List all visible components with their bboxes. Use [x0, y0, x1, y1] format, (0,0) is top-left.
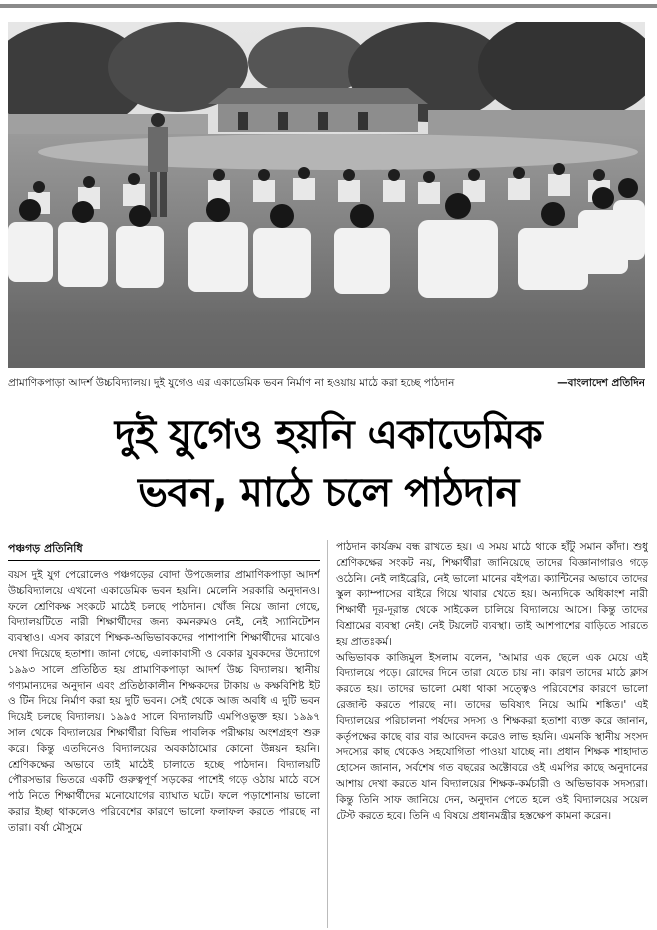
article-column-2	[336, 540, 648, 928]
caption-text: প্রামাণিকপাড়া আদর্শ উচ্চবিদ্যালয়। দুই যুগেও এর একাডেমিক ভবন নির্মাণ না হওয়ায় মাঠে করা হচ্ছে পাঠদান	[8, 377, 455, 389]
news-photo	[8, 22, 645, 368]
column-divider	[327, 540, 328, 928]
article-column-1	[8, 568, 320, 928]
headline	[10, 406, 647, 522]
photo-outdoor-class-icon	[8, 22, 645, 368]
article-paragraph: পাঠদান কার্যক্রম বন্ধ রাখতে হয়। এ সময় মাঠে থাকে হাঁটু সমান কাঁদা। শুধু শ্রেণিকক্ষের সংকট নয়, শিক্ষার্থীরা জানিয়েছে তাদের বিজ্ঞানাগারও গড়ে ওঠেনি। নেই লাইব্রেরি, নেই ভালো মানের বইপত্র। ক্যান্টিনের অভাবে তাদের স্কুল ক্যাম্পাসের বাইরে গিয়ে খাবার খেতে হয়। অন্যদিকে অধিকাংশ নারী শিক্ষার্থী দূর-দূরান্ত থেকে সাইকেল চালিয়ে বিদ্যালয়ে আসে। কিন্তু তাদের বিশ্রামের ব্যবস্থা নেই। নেই টয়লেট ব্যবস্থা। তাই আশপাশের বাড়িতে সারতে হয় প্রাতঃকর্ম।	[336, 541, 648, 648]
headline-line-1: দুই যুগেও হয়নি একাডেমিক	[114, 412, 543, 458]
photo-caption	[8, 374, 645, 392]
byline: পঞ্চগড় প্রতিনিধি	[8, 540, 320, 561]
article-paragraph: বয়স দুই যুগ পেরোলেও পঞ্চগড়ের বোদা উপজেলার প্রামাণিকপাড়া আদর্শ উচ্চবিদ্যালয়ে এখনো একাডেমিক ভবন হয়নি। মেলেনি সরকারি অনুদানও। ফলে শ্রেণিকক্ষ সংকটে মাঠেই চলছে পাঠদান। খোঁজ নিয়ে জানা গেছে, বিদ্যালয়টিতে নারী শিক্ষার্থীদের জন্য কমনরুমও নেই, নেই স্যানিটেশন ব্যবস্থাও। এসব কারণে শিক্ষক-অভিভাবকদের পাশাপাশি শিক্ষার্থীদের মাঝেও দেখা দিয়েছে হতাশা। জানা গেছে, এলাকাবাসী ও বেকার যুবকদের উদ্যোগে ১৯৯৩ সালে প্রতিষ্ঠিত হয় প্রামাণিকপাড়া আদর্শ উচ্চ বিদ্যালয়। স্থানীয় গণ্যমান্যদের অনুদান এবং প্রতিষ্ঠাকালীন শিক্ষকদের টাকায় ৬ কক্ষবিশিষ্ট ইট ও টিন দিয়ে নির্মাণ করা হয় দুটি ভবন। সেই থেকে আজ অবধি এ দুটি ভবন দিয়েই চলছে বিদ্যালয়। ১৯৯৫ সালে বিদ্যালয়টি এমপিওভুক্ত হয়। ১৯৯৭ সাল থেকে বিদ্যালয়ের শিক্ষার্থীরা বিভিন্ন পাবলিক পরীক্ষায় অংশগ্রহণ শুরু করে। কিন্তু এতদিনেও বিদ্যালয়ের অবকাঠামোর কোনো উন্নয়ন হয়নি। শ্রেণিকক্ষের অভাবে তাই মাঠেই চালাতে হচ্ছে পাঠদান। বিদ্যালয়টি পৌরসভার ভিতরে একটি গুরুত্বপূর্ণ সড়কের পাশেই গড়ে ওঠায় মাঠে বসে পাঠ নিতে শিক্ষার্থীদের মনোযোগের ব্যাঘাত ঘটে। ফলে পড়াশোনায় ভালো করার ইচ্ছা থাকলেও পরিবেশের কারণে ভালো ফলাফল করতে পারছে না তারা। বর্ষা মৌসুমে	[8, 569, 320, 834]
article-paragraph: অভিভাবক কাজিমুল ইসলাম বলেন, 'আমার এক ছেলে এক মেয়ে এই বিদ্যালয়ে পড়ে। রোদের দিনে তারা যেতে চায় না। কারণ তাদের মাঠে ক্লাস করতে হয়। তাদের ভালো মেধা থাকা সত্ত্বেও পরিবেশের কারণে ভালো রেজাল্ট করতে পারছে না। তাদের ভবিষ্যৎ নিয়ে আমি শঙ্কিত।' এই বিদ্যালয়ের পরিচালনা পর্ষদের সদস্য ও শিক্ষকরা হতাশা ব্যক্ত করে জানান, কর্তৃপক্ষের কাছে বার বার আবেদন করেও লাভ হয়নি। এমনকি স্থানীয় সংসদ সদস্যের কাছ থেকেও সহযোগিতা পাওয়া যাচ্ছে না। প্রধান শিক্ষক শাহাদাত হোসেন জানান, সর্বশেষ গত বছরের অক্টোবরে ওই এমপির কাছে অনুদানের আশায় দেখা করতে যান বিদ্যালয়ের শিক্ষক-কর্মচারী ও অভিভাবক সদস্যরা। কিন্তু তিনি সাফ জানিয়ে দেন, অনুদান পেতে হলে ওই বিদ্যালয়ের সয়েল টেস্ট করতে হবে। তিনি এ বিষয়ে প্রধানমন্ত্রীর হস্তক্ষেপ কামনা করেন।	[336, 651, 648, 822]
page-top-rule	[0, 0, 657, 8]
photo-credit: —বাংলাদেশ প্রতিদিন	[551, 374, 645, 392]
headline-line-2: ভবন, মাঠে চলে পাঠদান	[138, 470, 519, 516]
